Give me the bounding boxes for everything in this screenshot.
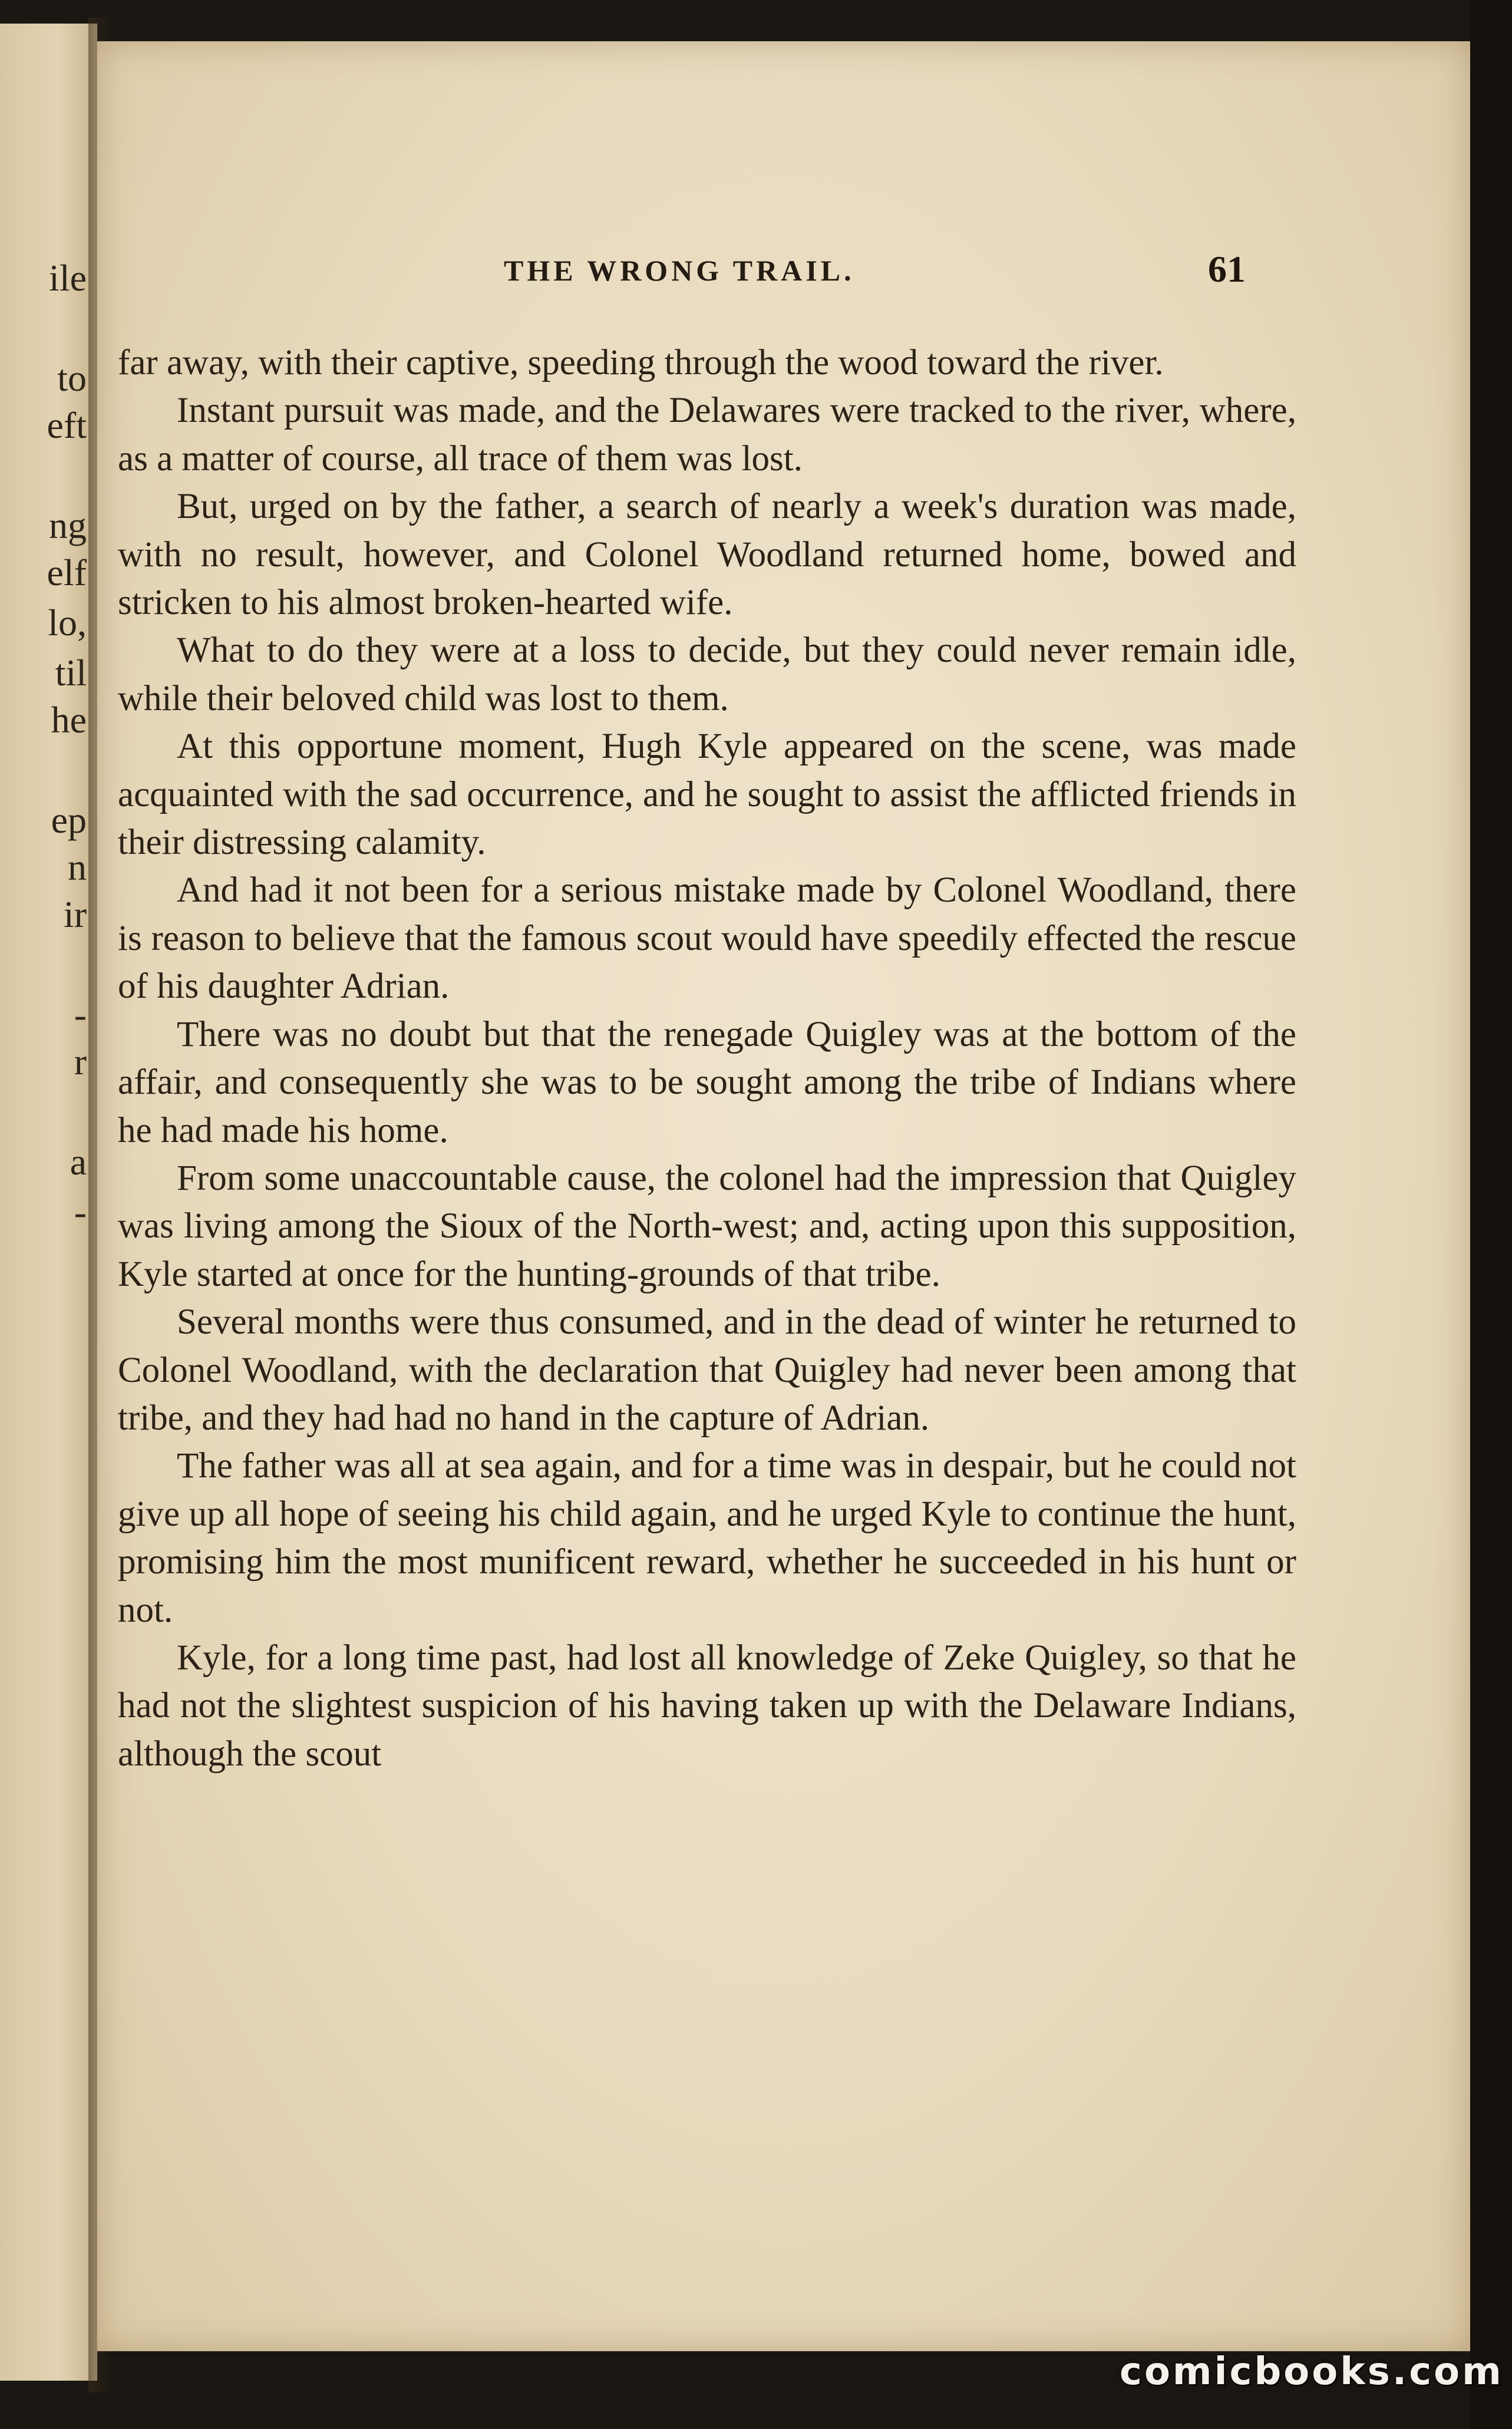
prev-page-fragment: ng (49, 504, 87, 546)
paragraph: And had it not been for a serious mistake made by Colonel Woodland, there is reason to believe that the famous scout would have speedily effected the rescue of his daughter Adrian. (118, 870, 1296, 1006)
watermark: comicbooks.com (1120, 2350, 1504, 2394)
paragraph: What to do they were at a loss to decide, but they could never remain idle, while their beloved child was lost to them. (118, 631, 1296, 718)
book-page (97, 41, 1470, 2351)
prev-page-fragment: ep (51, 799, 87, 841)
paragraph: At this opportune moment, Hugh Kyle appeared on the scene, was made acquainted with the sad occurrence, and he sought to assist the afflicted friends in their distressing calamity. (118, 727, 1296, 863)
prev-page-fragment: ile (49, 257, 87, 299)
paragraph: The father was all at sea again, and for a time was in despair, but he could not give up all hope of seeing his child again, and he urged Kyle to continue the hunt, promising him the most munificent reward, whether he succeeded in his hunt or not. (118, 1446, 1296, 1630)
prev-page-fragment: lo, (48, 602, 87, 643)
prev-page-fragment: to (57, 357, 87, 399)
previous-page-edge (0, 24, 97, 2381)
prev-page-fragment: - (74, 1191, 87, 1233)
prev-page-fragment: - (74, 994, 87, 1035)
page-number: 61 (1208, 248, 1246, 290)
paragraph: Kyle, for a long time past, had lost all knowledge of Zeke Quigley, so that he had not the slightest suspicion of his having taken up with the Delaware Indians, although the scout (118, 1638, 1296, 1774)
prev-page-fragment: til (55, 652, 87, 694)
prev-page-fragment: ir (63, 893, 87, 935)
scan-background-edge (1470, 0, 1512, 2429)
paragraph: From some unaccountable cause, the colonel had the impression that Quigley was living among the Sioux of the North-west; and, acting upon this supposition, Kyle started at once for the hunting-grounds of that tribe. (118, 1158, 1296, 1294)
paragraph: Instant pursuit was made, and the Delawares were tracked to the river, where, as a matter of course, all trace of them was lost. (118, 391, 1296, 478)
prev-page-fragment: elf (47, 552, 87, 593)
page-header (97, 247, 1470, 301)
paragraph: There was no doubt but that the renegade Quigley was at the bottom of the affair, and consequently she was to be sought among the tribe of Indians where he had made his home. (118, 1014, 1296, 1150)
prev-page-fragment: a (70, 1141, 87, 1183)
prev-page-fragment: n (68, 846, 87, 888)
paragraph: Several months were thus consumed, and in the dead of winter he returned to Colonel Woodland, with the declaration that Quigley had never been among that tribe, and they had had no hand in the capture of Adrian. (118, 1302, 1296, 1438)
prev-page-fragment: r (74, 1041, 87, 1083)
paragraph: far away, with their captive, speeding through the wood toward the river. (118, 343, 1164, 382)
prev-page-fragment: eft (47, 404, 87, 446)
page-body (118, 339, 1296, 1778)
paragraph: But, urged on by the father, a search of nearly a week's duration was made, with no result, however, and Colonel Woodland returned home, bowed and stricken to his almost broken-hearted wife. (118, 487, 1296, 623)
prev-page-fragment: he (51, 699, 87, 741)
running-head: THE WRONG TRAIL. (504, 254, 855, 287)
